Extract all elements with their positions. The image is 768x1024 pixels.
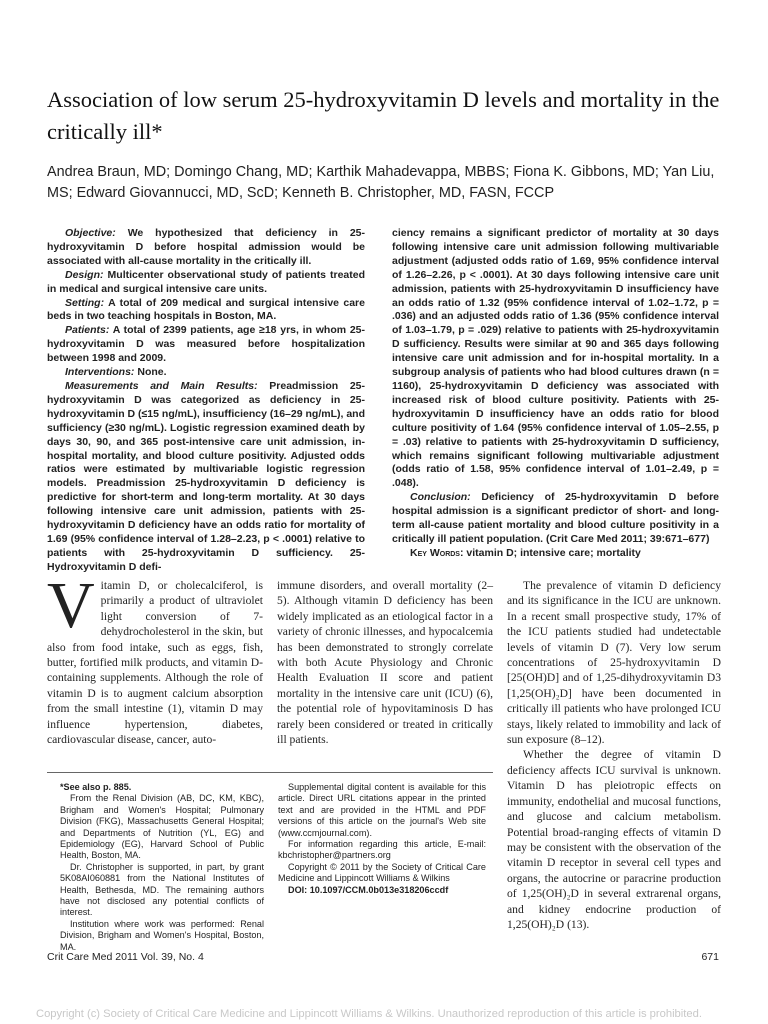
article-title: Association of low serum 25-hydroxyvitamin D levels and mortality in the critically ill*: [47, 87, 720, 144]
institution-note: Institution where work was performed: Renal Division, Brigham and Women's Hospital, Boston, MA.: [60, 918, 264, 952]
affiliations-note: From the Renal Division (AB, DC, KM, KBC), Brigham and Women's Hospital; Pulmonary Division (FKG), Massachusetts General Hospital; and Departments of Nutrition (YL, EG) and Epidemiology (EG), Harvard School of Public Health, Boston, MA.: [60, 793, 264, 861]
body-column-1: [47, 569, 263, 747]
abstract-conclusion: [392, 491, 719, 547]
intro-paragraph-1: [47, 569, 263, 747]
objective-text: We hypothesized that deficiency in 25-hydroxyvitamin D before hospital admission would be associated with all-cause mortality in the critically ill.: [47, 227, 365, 267]
body-column-2: [277, 578, 493, 747]
copyright-watermark: Copyright (c) Society of Critical Care Medicine and Lippincott Williams & Wilkins. Unauthorized reproduction of this article is prohibited.: [36, 1008, 702, 1020]
patients-label: Patients:: [65, 324, 110, 337]
abstract-design: [47, 269, 365, 297]
patients-text: A total of 2399 patients, age ≥18 yrs, in whom 25-hydroxyvitamin D was measured before hospitalization between 1998 and 2009.: [47, 324, 365, 365]
abstract-column-left: [47, 227, 365, 575]
footnotes-right: [278, 782, 486, 896]
objective-label: Objective:: [65, 227, 116, 239]
see-also-note: *See also p. 885.: [60, 782, 132, 792]
abstract-interventions: [47, 366, 365, 380]
footnote-divider: [47, 772, 493, 773]
support-note: Dr. Christopher is supported, in part, by grant 5K08AI060881 from the National Institutes of Health, Bethesda, MD. The remaining authors have not disclosed any potential conflicts of interest.: [60, 861, 264, 918]
intro-paragraph-2: The prevalence of vitamin D deficiency and its significance in the ICU are unknown. In a recent small prospective study, 17% of the ICU patients studied had undetectable levels of vitamin D (7). Very low serum concentrations of 25-hydroxyvitamin D [25(OH)D] and of 1,25-dihydroxyvitamin D3 [1,25(OH)₂D] have been documented in critically ill patients who have prolonged ICU stays, likely related to immobility and lack of sun exposure (8–12).: [507, 579, 721, 747]
footnotes-left: [60, 782, 264, 953]
abstract-objective: [47, 227, 365, 269]
conclusion-label: Conclusion:: [410, 491, 471, 504]
intro-paragraph-3: Whether the degree of vitamin D deficiency affects ICU survival is unknown. Vitamin D has pleiotropic effects on immunity, endothelial and mucosal functions, and glucose and calcium metabolism. Potential broad-ranging effects of vitamin D may be consistent with the observation of the vitamin D receptor in several cell types and organs, the autocrine or paracrine production of 1,25(OH)₂D in several extrarenal organs, and kidney endocrine production of 1,25(OH)₂D (13).: [507, 748, 721, 931]
abstract-patients: [47, 324, 365, 366]
supplemental-note: Supplemental digital content is available for this article. Direct URL citations appear in the printed text and are provided in the HTML and PDF versions of this article on the journal's Web site (www.ccmjournal.com).: [278, 782, 486, 838]
measurements-label: Measurements and Main Results:: [65, 379, 258, 392]
contact-note: For information regarding this article, E-mail: kbchristopher@partners.org: [278, 839, 486, 861]
interventions-text: None.: [137, 366, 167, 379]
body-column-3: [507, 578, 721, 932]
journal-reference: Crit Care Med 2011 Vol. 39, No. 4: [47, 951, 204, 963]
intro-text-col1: itamin D, or cholecalciferol, is primarily a product of ultraviolet light conversion of 7-dehydrocholesterol in the skin, but also from food intake, such as eggs, fish, butter, fortified milk products, and vitamin D-containing supplements. Although the role of vitamin D is to augment calcium absorption from the small intestine (1), vitamin D may influence hypertension, diabetes, cardiovascular disease, cancer, auto-: [47, 579, 263, 747]
abstract-measurements-continued: ciency remains a significant predictor of mortality at 30 days following intensive care unit admission following multivariable adjustment (adjusted odds ratio of 1.69, 95% confidence interval of 1.26–2.26, p < .0001). At 30 days following intensive care unit admission, patients with 25-hydroxyvitamin D insufficiency have an odds ratio of 1.32 (95% confidence interval of 1.02–1.72, p = .036) and an adjusted odds ratio of 1.36 (95% confidence interval of 1.03–1.79, p = .029) relative to patients with 25-hydroxyvitamin D sufficiency. Results were similar at 90 and 365 days following intensive care unit admission and for in-hospital mortality. In a subgroup analysis of patients who had blood cultures drawn (n = 1160), 25-hydroxyvitamin D deficiency was associated with increased risk of blood culture positivity. Patients with 25-hydroxyvitamin D insufficiency have an odds ratio for blood culture positivity of 1.64 (95% confidence interval of 1.05–2.55, p = .03) relative to patients with 25-hydroxyvitamin D sufficiency, which remains significant following multivariable adjustment (odds ratio of 1.58, 95% confidence interval of 1.01–2.49, p = .048).: [392, 227, 719, 490]
conclusion-text: Deficiency of 25-hydroxyvitamin D before hospital admission is a significant predictor of short- and long-term all-cause patient mortality and blood culture positivity in a critically ill patient population. (Crit Care Med 2011; 39:671–677): [392, 491, 719, 545]
abstract-setting: [47, 297, 365, 325]
abstract-measurements: [47, 380, 365, 575]
copyright-note: Copyright © 2011 by the Society of Critical Care Medicine and Lippincott Williams & Wilkins: [278, 861, 486, 884]
interventions-label: Interventions:: [65, 366, 135, 379]
design-label: Design:: [65, 268, 104, 281]
doi-note: DOI: 10.1097/CCM.0b013e318206ccdf: [288, 884, 449, 895]
abstract-keywords: [392, 547, 719, 561]
keywords-text: vitamin D; intensive care; mortality: [466, 546, 641, 559]
drop-cap: V: [47, 569, 95, 642]
setting-text: A total of 209 medical and surgical intensive care beds in two teaching hospitals in Boston, MA.: [47, 296, 365, 323]
author-list: Andrea Braun, MD; Domingo Chang, MD; Karthik Mahadevappa, MBBS; Fiona K. Gibbons, MD; Yan Liu, MS; Edward Giovannucci, MD, ScD; Kenneth B. Christopher, MD, FASN, FCCP: [47, 164, 715, 201]
abstract-column-right: [392, 227, 719, 561]
page-number: 671: [701, 951, 719, 963]
design-text: Multicenter observational study of patients treated in medical and surgical intensive care units.: [47, 268, 366, 295]
keywords-label: Key Words:: [410, 546, 464, 559]
setting-label: Setting:: [65, 296, 105, 309]
intro-paragraph-1-continued: immune disorders, and overall mortality (2–5). Although vitamin D deficiency has been widely implicated as an etiological factor in a variety of chronic illnesses, and hypocalcemia has been demonstrated to strongly correlate with both Acute Physiology and Chronic Health Evaluation II score and patient mortality in the intensive care unit (ICU) (6), the potential role of hypovitaminosis D has rarely been considered or treated in critically ill patients.: [277, 579, 493, 747]
measurements-text-part1: Preadmission 25-hydroxyvitamin D was categorized as deficiency in 25-hydroxyvitamin D (≤15 ng/mL), insufficiency (16–29 ng/mL), and sufficiency (≥30 ng/mL). Logistic regression examined death by days 30, 90, and 365 post-intensive care unit admission, in-hospital mortality, and blood culture positivity. Adjusted odds ratios were estimated by multivariable logistic regression models. Preadmission 25-hydroxyvitamin D deficiency is predictive for short-term and long-term mortality. At 30 days following intensive care unit admission, patients with 25-hydroxyvitamin D deficiency have an odds ratio for mortality of 1.69 (95% confidence interval of 1.28–2.23, p < .0001) relative to patients with 25-hydroxyvitamin D sufficiency. 25-Hydroxyvitamin D defi-: [47, 379, 365, 573]
